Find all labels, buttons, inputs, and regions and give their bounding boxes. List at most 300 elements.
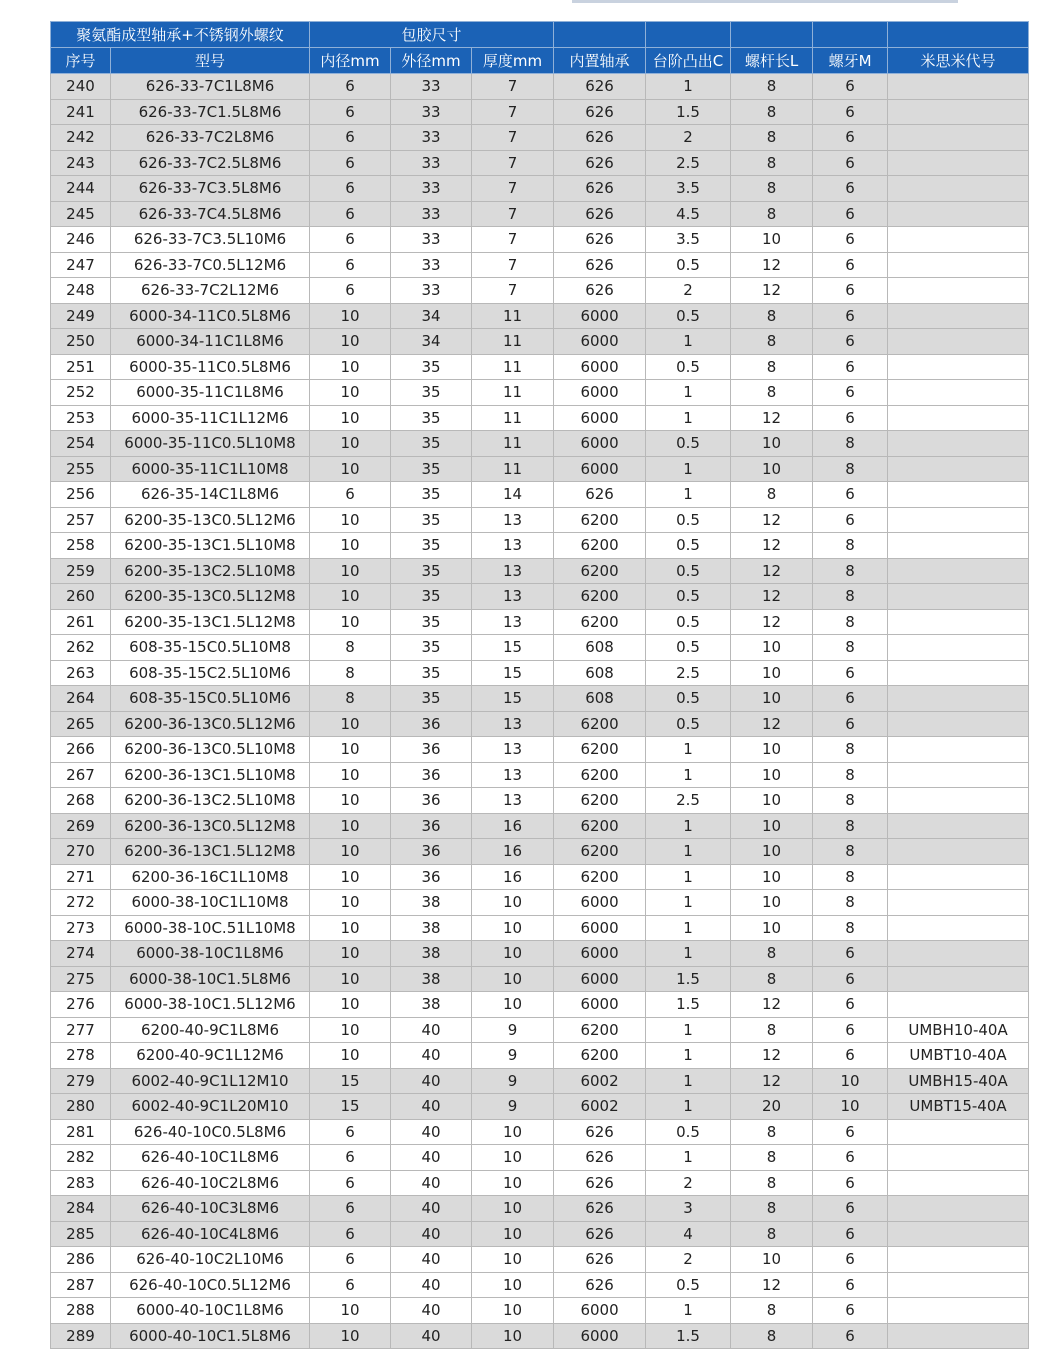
table-cell: 8: [731, 1017, 813, 1043]
table-cell: 10: [472, 1221, 554, 1247]
table-row: [51, 762, 1029, 788]
table-cell: [888, 966, 1029, 992]
table-body: [51, 74, 1029, 1349]
table-cell: [888, 1247, 1029, 1273]
table-cell: 279: [51, 1068, 111, 1094]
table-cell: 6: [813, 1043, 888, 1069]
table-cell: 10: [310, 1298, 391, 1324]
table-cell: 0.5: [646, 1272, 731, 1298]
table-cell: 626: [554, 1145, 646, 1171]
table-cell: 284: [51, 1196, 111, 1222]
table-cell: 10: [310, 1043, 391, 1069]
table-row: [51, 533, 1029, 559]
table-cell: 6: [813, 1170, 888, 1196]
table-cell: 6000: [554, 354, 646, 380]
table-cell: 6200-36-13C1.5L10M8: [111, 762, 310, 788]
table-cell: 626-33-7C3.5L10M6: [111, 227, 310, 253]
table-row: [51, 507, 1029, 533]
table-row: [51, 405, 1029, 431]
table-cell: 626: [554, 252, 646, 278]
table-cell: 8: [731, 1298, 813, 1324]
table-cell: 1: [646, 737, 731, 763]
table-cell: 2: [646, 125, 731, 151]
table-cell: 264: [51, 686, 111, 712]
table-cell: 0.5: [646, 507, 731, 533]
table-cell: 10: [310, 1017, 391, 1043]
table-cell: 8: [813, 915, 888, 941]
table-cell: 8: [731, 303, 813, 329]
table-row: [51, 278, 1029, 304]
table-cell: 0.5: [646, 303, 731, 329]
table-cell: 8: [731, 201, 813, 227]
table-cell: 10: [310, 813, 391, 839]
table-cell: 6: [813, 380, 888, 406]
table-cell: 10: [731, 813, 813, 839]
table-cell: 6: [310, 125, 391, 151]
table-cell: 1: [646, 762, 731, 788]
table-cell: 6200-36-16C1L10M8: [111, 864, 310, 890]
table-cell: 251: [51, 354, 111, 380]
table-row: [51, 609, 1029, 635]
table-cell: 10: [731, 686, 813, 712]
table-cell: 267: [51, 762, 111, 788]
table-cell: 626: [554, 278, 646, 304]
table-cell: 258: [51, 533, 111, 559]
table-cell: 257: [51, 507, 111, 533]
table-cell: 36: [391, 711, 472, 737]
table-cell: 8: [813, 609, 888, 635]
table-cell: 40: [391, 1298, 472, 1324]
table-cell: 608: [554, 660, 646, 686]
table-cell: 6200: [554, 737, 646, 763]
table-cell: 10: [310, 864, 391, 890]
table-cell: UMBT10-40A: [888, 1043, 1029, 1069]
table-cell: 2.5: [646, 788, 731, 814]
table-cell: [888, 1170, 1029, 1196]
table-cell: 10: [310, 762, 391, 788]
table-cell: 10: [310, 558, 391, 584]
table-cell: 8: [731, 380, 813, 406]
table-cell: 8: [731, 74, 813, 100]
table-cell: [888, 788, 1029, 814]
table-cell: 6000: [554, 890, 646, 916]
table-cell: 6: [813, 711, 888, 737]
table-cell: 626-40-10C2L8M6: [111, 1170, 310, 1196]
table-cell: 6: [310, 150, 391, 176]
table-cell: 626: [554, 201, 646, 227]
table-cell: 626-40-10C0.5L12M6: [111, 1272, 310, 1298]
table-cell: 38: [391, 890, 472, 916]
table-cell: [888, 660, 1029, 686]
table-cell: 6000-38-10C.51L10M8: [111, 915, 310, 941]
table-cell: 40: [391, 1221, 472, 1247]
table-cell: 15: [472, 635, 554, 661]
table-cell: 12: [731, 584, 813, 610]
table-cell: 11: [472, 354, 554, 380]
table-cell: 8: [813, 813, 888, 839]
table-cell: 40: [391, 1068, 472, 1094]
table-cell: 1.5: [646, 992, 731, 1018]
table-cell: 6: [813, 1221, 888, 1247]
header-blank: [731, 22, 813, 48]
table-cell: [888, 533, 1029, 559]
table-cell: 7: [472, 252, 554, 278]
table-cell: 626: [554, 1221, 646, 1247]
table-cell: 6200: [554, 507, 646, 533]
table-cell: 10: [310, 966, 391, 992]
table-cell: 11: [472, 405, 554, 431]
table-cell: 9: [472, 1094, 554, 1120]
table-cell: 14: [472, 482, 554, 508]
table-row: [51, 252, 1029, 278]
table-cell: 1: [646, 1298, 731, 1324]
table-cell: 286: [51, 1247, 111, 1273]
table-cell: 4.5: [646, 201, 731, 227]
table-cell: 288: [51, 1298, 111, 1324]
table-cell: 6200: [554, 1043, 646, 1069]
table-cell: 6200: [554, 1017, 646, 1043]
table-cell: 626-33-7C1.5L8M6: [111, 99, 310, 125]
table-cell: 10: [310, 303, 391, 329]
table-cell: 278: [51, 1043, 111, 1069]
table-cell: 8: [731, 1323, 813, 1349]
table-row: [51, 125, 1029, 151]
table-cell: 10: [472, 1323, 554, 1349]
table-cell: 33: [391, 150, 472, 176]
table-cell: 6: [310, 1247, 391, 1273]
table-cell: 8: [731, 1145, 813, 1171]
table-cell: 1: [646, 813, 731, 839]
table-cell: 10: [310, 1323, 391, 1349]
table-cell: [888, 1298, 1029, 1324]
table-cell: 10: [310, 609, 391, 635]
table-cell: 8: [731, 125, 813, 151]
table-cell: 6000-38-10C1L8M6: [111, 941, 310, 967]
table-cell: 0.5: [646, 609, 731, 635]
table-cell: 6200-35-13C0.5L12M8: [111, 584, 310, 610]
table-cell: 16: [472, 813, 554, 839]
table-cell: 8: [731, 150, 813, 176]
table-cell: 626-33-7C0.5L12M6: [111, 252, 310, 278]
table-cell: 10: [310, 839, 391, 865]
table-cell: 0.5: [646, 533, 731, 559]
table-cell: 6000: [554, 303, 646, 329]
table-cell: 6: [813, 507, 888, 533]
table-cell: 626-40-10C1L8M6: [111, 1145, 310, 1171]
table-row: [51, 380, 1029, 406]
table-cell: 6200-35-13C1.5L12M8: [111, 609, 310, 635]
table-cell: 40: [391, 1323, 472, 1349]
table-cell: [888, 762, 1029, 788]
table-row: [51, 482, 1029, 508]
table-cell: 6200-36-13C0.5L10M8: [111, 737, 310, 763]
table-row: [51, 1145, 1029, 1171]
table-cell: 9: [472, 1017, 554, 1043]
table-cell: 0.5: [646, 635, 731, 661]
table-cell: 10: [310, 405, 391, 431]
table-cell: 285: [51, 1221, 111, 1247]
table-cell: 6: [310, 1145, 391, 1171]
table-cell: [888, 507, 1029, 533]
table-cell: 6000-35-11C0.5L10M8: [111, 431, 310, 457]
table-cell: 11: [472, 380, 554, 406]
table-cell: 12: [731, 1272, 813, 1298]
table-cell: 1: [646, 941, 731, 967]
table-cell: [888, 635, 1029, 661]
header-row-top: [51, 22, 1029, 48]
table-row: [51, 201, 1029, 227]
column-header: 序号: [51, 48, 111, 74]
header-blank: [646, 22, 731, 48]
table-cell: 13: [472, 533, 554, 559]
table-cell: 263: [51, 660, 111, 686]
group-label: 包胶尺寸: [310, 22, 554, 48]
table-cell: 6: [310, 482, 391, 508]
table-cell: 0.5: [646, 354, 731, 380]
table-cell: 608-35-15C0.5L10M6: [111, 686, 310, 712]
table-cell: 36: [391, 737, 472, 763]
table-cell: 6000: [554, 1298, 646, 1324]
header-row-columns: [51, 48, 1029, 74]
table-cell: [888, 252, 1029, 278]
table-title: 聚氨酯成型轴承+不锈钢外螺纹: [51, 22, 310, 48]
table-cell: 2: [646, 1247, 731, 1273]
table-cell: 6: [813, 966, 888, 992]
table-cell: 8: [813, 533, 888, 559]
table-cell: 270: [51, 839, 111, 865]
table-cell: 10: [310, 456, 391, 482]
table-cell: 6: [813, 686, 888, 712]
table-cell: 11: [472, 431, 554, 457]
table-cell: [888, 201, 1029, 227]
column-header: 厚度mm: [472, 48, 554, 74]
table-cell: 10: [731, 839, 813, 865]
table-cell: 10: [310, 329, 391, 355]
table-cell: 8: [731, 329, 813, 355]
table-cell: 4: [646, 1221, 731, 1247]
table-cell: 10: [731, 788, 813, 814]
table-row: [51, 150, 1029, 176]
table-cell: 626-40-10C0.5L8M6: [111, 1119, 310, 1145]
table-cell: 10: [813, 1094, 888, 1120]
table-cell: 11: [472, 329, 554, 355]
table-cell: 13: [472, 737, 554, 763]
table-row: [51, 915, 1029, 941]
table-row: [51, 303, 1029, 329]
table-cell: [888, 354, 1029, 380]
table-cell: 10: [310, 507, 391, 533]
table-cell: [888, 482, 1029, 508]
table-cell: 626: [554, 482, 646, 508]
table-cell: 10: [731, 660, 813, 686]
table-cell: 12: [731, 1068, 813, 1094]
table-row: [51, 890, 1029, 916]
table-cell: 8: [813, 737, 888, 763]
table-cell: 281: [51, 1119, 111, 1145]
table-row: [51, 1119, 1029, 1145]
table-cell: 608-35-15C0.5L10M8: [111, 635, 310, 661]
table-row: [51, 431, 1029, 457]
table-cell: 10: [472, 915, 554, 941]
table-cell: 35: [391, 482, 472, 508]
table-row: [51, 558, 1029, 584]
table-cell: 608: [554, 686, 646, 712]
table-cell: 282: [51, 1145, 111, 1171]
table-cell: 36: [391, 788, 472, 814]
table-cell: 40: [391, 1145, 472, 1171]
table-cell: 8: [813, 788, 888, 814]
table-cell: 6: [813, 1145, 888, 1171]
table-cell: 10: [731, 1247, 813, 1273]
table-cell: 8: [731, 966, 813, 992]
table-cell: [888, 74, 1029, 100]
table-cell: 6: [813, 150, 888, 176]
table-cell: 626-33-7C2.5L8M6: [111, 150, 310, 176]
table-cell: 6200-36-13C1.5L12M8: [111, 839, 310, 865]
table-cell: 287: [51, 1272, 111, 1298]
table-cell: [888, 431, 1029, 457]
table-row: [51, 1170, 1029, 1196]
table-cell: 626: [554, 1272, 646, 1298]
table-cell: 248: [51, 278, 111, 304]
table-cell: 1.5: [646, 1323, 731, 1349]
table-cell: 10: [731, 890, 813, 916]
table-cell: 6: [813, 278, 888, 304]
table-cell: 8: [310, 660, 391, 686]
table-cell: 626-33-7C2L8M6: [111, 125, 310, 151]
table-cell: 277: [51, 1017, 111, 1043]
table-cell: 33: [391, 125, 472, 151]
table-cell: 6200: [554, 711, 646, 737]
table-cell: 269: [51, 813, 111, 839]
table-cell: 6000-35-11C1L10M8: [111, 456, 310, 482]
table-row: [51, 788, 1029, 814]
table-cell: 255: [51, 456, 111, 482]
product-table-container: [50, 21, 1029, 1349]
table-cell: 10: [472, 1272, 554, 1298]
table-cell: [888, 584, 1029, 610]
table-cell: [888, 890, 1029, 916]
table-cell: 6: [310, 1196, 391, 1222]
table-cell: 6200-35-13C0.5L12M6: [111, 507, 310, 533]
table-cell: 8: [813, 456, 888, 482]
table-cell: 626-33-7C1L8M6: [111, 74, 310, 100]
table-cell: 8: [731, 941, 813, 967]
table-cell: 6: [310, 201, 391, 227]
table-cell: 35: [391, 558, 472, 584]
table-cell: 626-33-7C4.5L8M6: [111, 201, 310, 227]
table-cell: 6000-35-11C1L8M6: [111, 380, 310, 406]
table-cell: 273: [51, 915, 111, 941]
table-cell: 6200-36-13C2.5L10M8: [111, 788, 310, 814]
table-cell: 34: [391, 329, 472, 355]
table-row: [51, 1272, 1029, 1298]
table-cell: 1: [646, 1017, 731, 1043]
table-cell: 8: [731, 482, 813, 508]
table-cell: 7: [472, 99, 554, 125]
column-header: 台阶凸出C: [646, 48, 731, 74]
table-cell: 6: [813, 74, 888, 100]
table-cell: 6000: [554, 1323, 646, 1349]
table-cell: [888, 864, 1029, 890]
table-cell: 10: [310, 711, 391, 737]
table-cell: 242: [51, 125, 111, 151]
table-cell: 266: [51, 737, 111, 763]
table-cell: 0.5: [646, 1119, 731, 1145]
table-cell: 6000-38-10C1.5L12M6: [111, 992, 310, 1018]
table-cell: 6: [813, 329, 888, 355]
table-cell: 34: [391, 303, 472, 329]
header-blank: [813, 22, 888, 48]
table-cell: [888, 711, 1029, 737]
table-cell: 6000: [554, 966, 646, 992]
table-cell: 40: [391, 1043, 472, 1069]
table-cell: 261: [51, 609, 111, 635]
table-row: [51, 1196, 1029, 1222]
table-cell: 7: [472, 74, 554, 100]
table-cell: 33: [391, 99, 472, 125]
table-cell: 249: [51, 303, 111, 329]
table-cell: 6: [813, 252, 888, 278]
table-cell: 7: [472, 176, 554, 202]
table-row: [51, 711, 1029, 737]
table-cell: 275: [51, 966, 111, 992]
table-cell: 6000-35-11C0.5L8M6: [111, 354, 310, 380]
table-cell: 244: [51, 176, 111, 202]
table-row: [51, 1068, 1029, 1094]
table-cell: 1: [646, 329, 731, 355]
table-row: [51, 456, 1029, 482]
table-row: [51, 584, 1029, 610]
table-cell: 33: [391, 252, 472, 278]
table-cell: 40: [391, 1170, 472, 1196]
table-cell: 6: [813, 1272, 888, 1298]
table-row: [51, 176, 1029, 202]
product-table: [50, 21, 1029, 1349]
table-cell: 6200-35-13C1.5L10M8: [111, 533, 310, 559]
table-cell: 7: [472, 201, 554, 227]
table-cell: 272: [51, 890, 111, 916]
table-cell: 38: [391, 941, 472, 967]
table-cell: 10: [731, 762, 813, 788]
table-cell: 6: [813, 405, 888, 431]
table-cell: 246: [51, 227, 111, 253]
table-cell: 12: [731, 558, 813, 584]
table-cell: 8: [813, 431, 888, 457]
table-cell: 1: [646, 405, 731, 431]
table-row: [51, 864, 1029, 890]
table-cell: 6: [310, 1221, 391, 1247]
table-cell: 1: [646, 915, 731, 941]
table-cell: [888, 1196, 1029, 1222]
table-cell: 6: [813, 660, 888, 686]
table-cell: 6200: [554, 533, 646, 559]
table-cell: 6: [310, 278, 391, 304]
table-cell: 260: [51, 584, 111, 610]
table-cell: 38: [391, 966, 472, 992]
table-cell: 6200: [554, 609, 646, 635]
table-cell: 35: [391, 609, 472, 635]
table-cell: 8: [813, 890, 888, 916]
table-cell: 8: [731, 99, 813, 125]
table-cell: 6000: [554, 992, 646, 1018]
table-cell: 6000: [554, 380, 646, 406]
table-cell: 240: [51, 74, 111, 100]
table-cell: 289: [51, 1323, 111, 1349]
table-cell: [888, 125, 1029, 151]
table-cell: 6000-34-11C1L8M6: [111, 329, 310, 355]
table-cell: 253: [51, 405, 111, 431]
